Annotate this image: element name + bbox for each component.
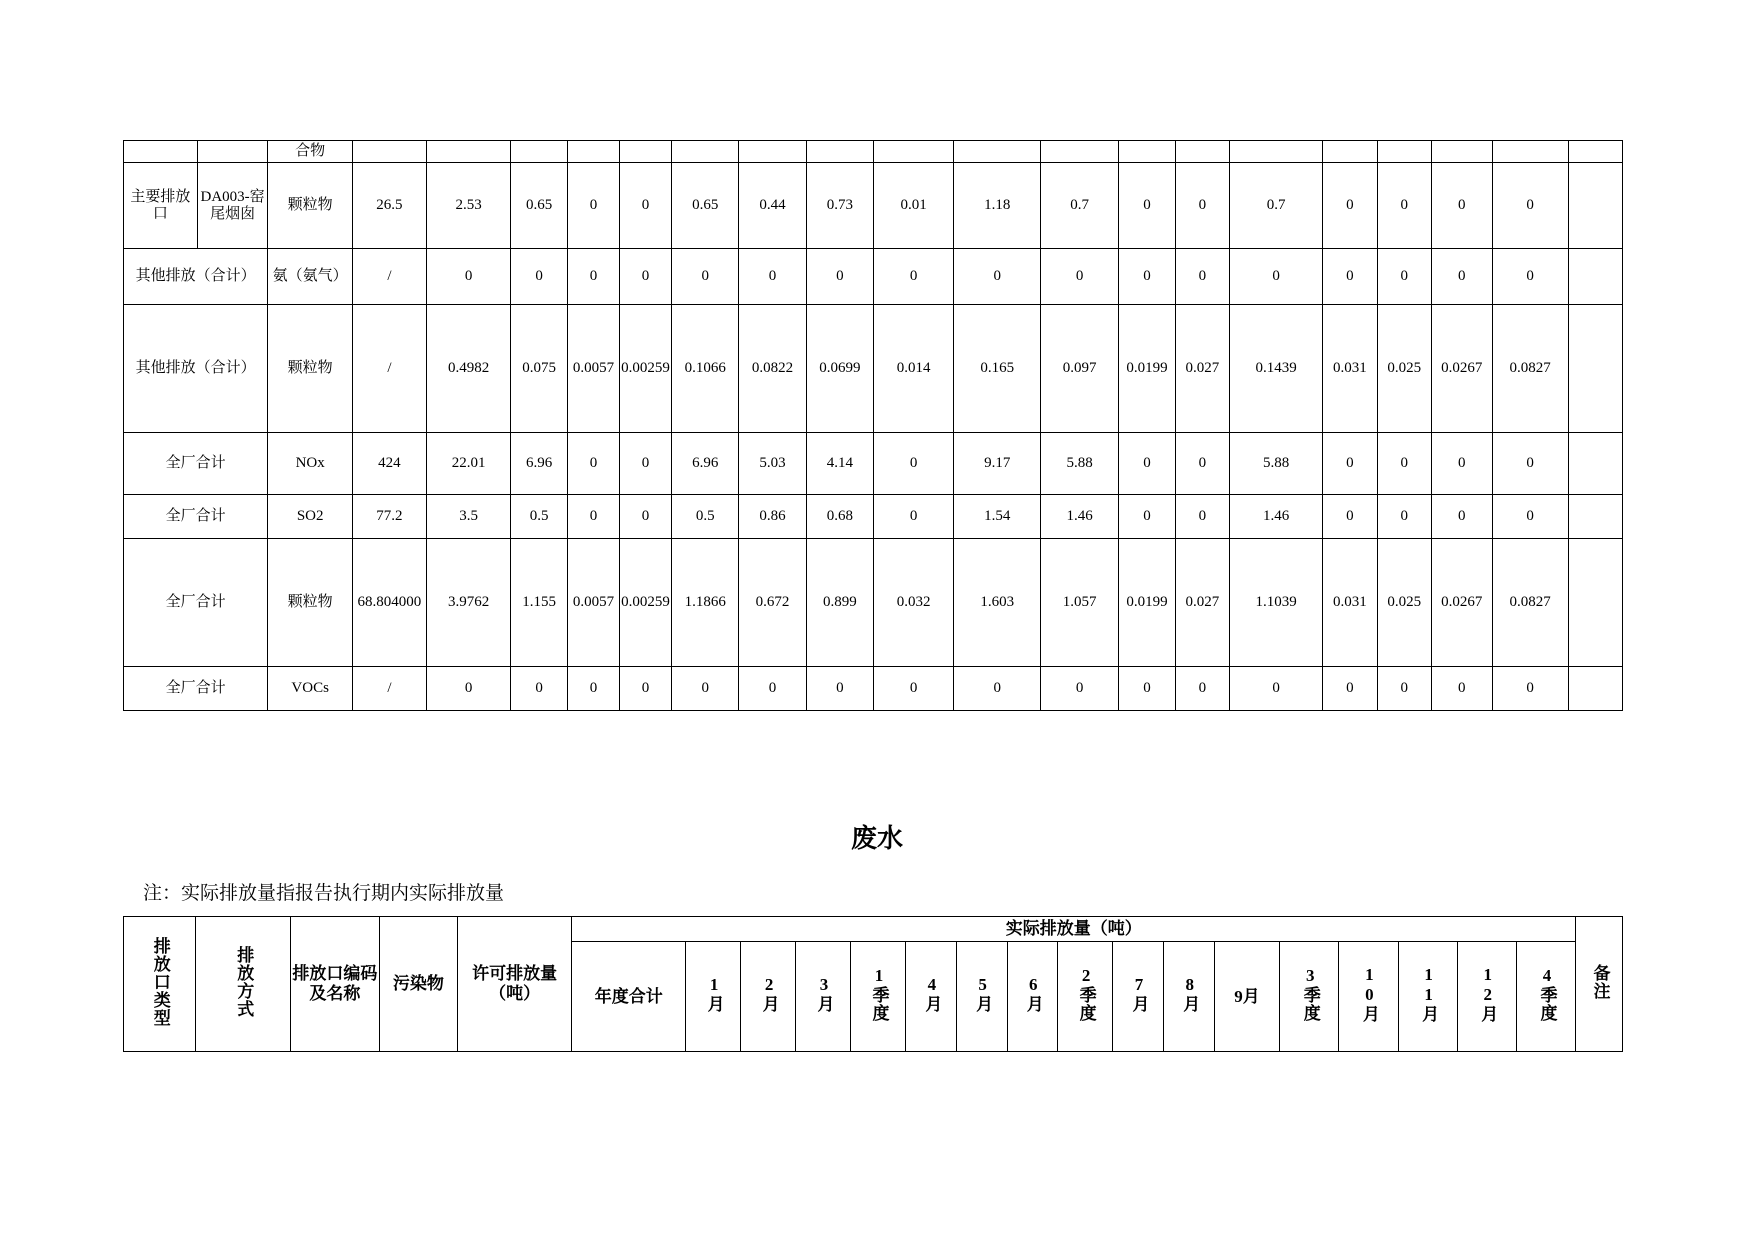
cell [426,141,511,163]
cell-pollutant: VOCs [268,667,353,711]
cell: 0 [1175,249,1229,305]
cell [672,141,739,163]
section-title: 废水 [850,823,903,853]
air-emission-table-container [123,140,1623,711]
header-period-m12 [1457,942,1516,1052]
header-period-m3-label: 3月 [814,975,834,1014]
header-outlet-code-name: 排放口编码及名称 [291,917,380,1052]
cell: 0 [739,667,806,711]
cell: 0 [1041,249,1119,305]
cell: 0.4982 [426,305,511,433]
cell: 0.00259 [619,539,671,667]
cell: 0 [672,249,739,305]
cell-outlet-type: 主要排放口 [124,163,198,249]
header-period-m5-label: 5月 [973,975,993,1014]
cell: 0 [873,667,953,711]
cell: 0 [1492,495,1568,539]
cell-pollutant: 颗粒物 [268,305,353,433]
header-period-m1 [686,942,741,1052]
cell-remark [1568,305,1622,433]
cell: 0.025 [1377,539,1431,667]
cell: 0.075 [511,305,567,433]
header-period-q4 [1517,942,1576,1052]
cell-outlet-type: 全厂合计 [124,495,268,539]
header-period-annual: 年度合计 [572,942,686,1052]
air-emission-table [123,140,1623,711]
cell: 0.0057 [567,305,619,433]
header-period-q3 [1280,942,1339,1052]
cell: 5.88 [1229,433,1322,495]
cell: 0.0699 [806,305,873,433]
cell: 0 [619,495,671,539]
cell-remark [1568,539,1622,667]
table-row [124,667,1623,711]
cell: 6.96 [672,433,739,495]
table-row [124,163,1623,249]
cell: 0.1439 [1229,305,1322,433]
cell [567,141,619,163]
header-period-q1-label: 1季度 [869,966,889,1023]
cell [197,141,268,163]
cell: 0 [1492,667,1568,711]
header-period-m8-label: 8月 [1180,975,1200,1014]
cell [1323,141,1377,163]
cell-outlet-type: 全厂合计 [124,539,268,667]
cell: 0 [1119,163,1175,249]
header-period-m7 [1113,942,1164,1052]
cell: 0 [672,667,739,711]
cell: 0 [1431,495,1492,539]
cell: 3.5 [426,495,511,539]
header-outlet-type [124,917,196,1052]
cell-outlet-type: 其他排放（合计） [124,249,268,305]
header-period-m1-label: 1月 [704,975,724,1014]
cell: 0 [1323,433,1377,495]
header-period-m4 [906,942,957,1052]
cell [619,141,671,163]
cell: 0 [1377,163,1431,249]
cell: 0.899 [806,539,873,667]
cell: 0 [1377,495,1431,539]
cell: 0 [619,249,671,305]
cell: 0.0267 [1431,305,1492,433]
cell: 0.68 [806,495,873,539]
cell [1377,141,1431,163]
cell: 0 [1377,667,1431,711]
cell: 0.7 [1041,163,1119,249]
cell: 0 [1175,495,1229,539]
header-period-q4-label: 4季度 [1537,966,1557,1023]
cell: 0 [567,495,619,539]
cell: 1.46 [1229,495,1322,539]
cell: 0 [1431,163,1492,249]
cell-pollutant: NOx [268,433,353,495]
header-period-m3 [796,942,851,1052]
cell: 0.0199 [1119,539,1175,667]
cell: 0 [511,249,567,305]
cell [1431,141,1492,163]
cell [1119,141,1175,163]
cell: 0.65 [672,163,739,249]
cell: 1.057 [1041,539,1119,667]
header-period-m11-label: 11月 [1419,965,1439,1024]
cell: 0.73 [806,163,873,249]
header-period-m6 [1007,942,1058,1052]
cell: 0.0057 [567,539,619,667]
header-actual-discharge-group: 实际排放量（吨） [572,917,1576,942]
header-period-m11 [1398,942,1457,1052]
cell: 77.2 [353,495,427,539]
header-discharge-method [195,917,290,1052]
wastewater-table-container [123,916,1623,1052]
cell: 26.5 [353,163,427,249]
cell: 0 [954,667,1041,711]
cell: 1.1866 [672,539,739,667]
header-remark [1576,917,1623,1052]
cell: 0 [1377,249,1431,305]
cell: 0 [1175,433,1229,495]
cell-outlet-type: 全厂合计 [124,433,268,495]
cell [353,141,427,163]
cell: 0 [1119,495,1175,539]
cell: 0 [1041,667,1119,711]
cell: 0 [1323,495,1377,539]
cell: 0.165 [954,305,1041,433]
cell: 0 [567,667,619,711]
cell: 0 [619,667,671,711]
cell: 0.672 [739,539,806,667]
cell: 0.01 [873,163,953,249]
cell-remark [1568,141,1622,163]
cell: 0.44 [739,163,806,249]
cell [1041,141,1119,163]
header-pollutant: 污染物 [379,917,457,1052]
header-discharge-method-label: 排放方式 [234,945,254,1018]
cell: 0 [1323,667,1377,711]
cell: / [353,667,427,711]
table-row [124,539,1623,667]
cell: 0 [873,433,953,495]
cell [954,141,1041,163]
cell: 0 [1492,249,1568,305]
table-header-row-group [124,917,1623,942]
cell: 4.14 [806,433,873,495]
cell: 0.027 [1175,305,1229,433]
cell: 1.46 [1041,495,1119,539]
cell-remark [1568,249,1622,305]
header-period-q2-label: 2季度 [1076,966,1096,1023]
cell: 1.1039 [1229,539,1322,667]
cell: 2.53 [426,163,511,249]
cell: 0.014 [873,305,953,433]
header-period-m9: 9月 [1214,942,1280,1052]
header-period-m12-label: 12月 [1478,965,1498,1024]
header-period-m5 [956,942,1007,1052]
cell [873,141,953,163]
table-row [124,433,1623,495]
cell: 0 [1175,667,1229,711]
cell [511,141,567,163]
header-remark-label: 备注 [1590,963,1610,1000]
cell-outlet-type: 全厂合计 [124,667,268,711]
header-period-m4-label: 4月 [922,975,942,1014]
cell: 0 [873,249,953,305]
cell [124,141,198,163]
cell: 0 [567,433,619,495]
cell: 0 [806,667,873,711]
cell: 0.5 [672,495,739,539]
cell: 0 [1492,163,1568,249]
header-period-q1 [851,942,906,1052]
cell: 0 [1377,433,1431,495]
cell: 0.031 [1323,305,1377,433]
cell: 22.01 [426,433,511,495]
cell: 0 [1323,163,1377,249]
cell: 0 [426,667,511,711]
cell: 1.603 [954,539,1041,667]
cell: 0 [806,249,873,305]
cell: 0.027 [1175,539,1229,667]
cell: 0.86 [739,495,806,539]
cell: 1.54 [954,495,1041,539]
cell: 0 [567,249,619,305]
cell: 424 [353,433,427,495]
cell: 0.0827 [1492,305,1568,433]
wastewater-table [123,916,1623,1052]
cell: 5.03 [739,433,806,495]
cell: 0.5 [511,495,567,539]
cell: / [353,249,427,305]
cell: 5.88 [1041,433,1119,495]
cell: 0 [619,433,671,495]
cell-pollutant: SO2 [268,495,353,539]
header-permitted-amount: 许可排放量（吨） [458,917,572,1052]
table-row [124,305,1623,433]
cell-remark [1568,433,1622,495]
header-period-m2-label: 2月 [759,975,779,1014]
cell-pollutant: 氨（氨气） [268,249,353,305]
cell: 0.00259 [619,305,671,433]
cell: 0 [567,163,619,249]
cell: 0 [1229,249,1322,305]
cell: 0 [739,249,806,305]
cell-outlet-code: DA003-窑尾烟囱 [197,163,268,249]
header-period-m6-label: 6月 [1023,975,1043,1014]
cell: 0.031 [1323,539,1377,667]
header-period-m10-label: 10月 [1359,965,1379,1024]
cell: 9.17 [954,433,1041,495]
cell: 0 [1119,249,1175,305]
cell: 0.0199 [1119,305,1175,433]
cell: 0.65 [511,163,567,249]
cell: 0 [1175,163,1229,249]
cell [1175,141,1229,163]
cell: 0 [1492,433,1568,495]
cell: 0 [1119,667,1175,711]
cell: 0.032 [873,539,953,667]
cell-remark [1568,163,1622,249]
header-period-m8 [1164,942,1215,1052]
cell: 0 [1323,249,1377,305]
header-outlet-type-label: 排放口类型 [150,936,170,1027]
cell: 3.9762 [426,539,511,667]
table-note: 注：实际排放量指报告执行期内实际排放量 [143,883,505,904]
header-period-m7-label: 7月 [1129,975,1149,1014]
cell: 1.155 [511,539,567,667]
cell [1229,141,1322,163]
cell-pollutant: 合物 [268,141,353,163]
cell: 0.0827 [1492,539,1568,667]
cell: 0 [954,249,1041,305]
cell: 0 [1431,667,1492,711]
header-period-q3-label: 3季度 [1300,966,1320,1023]
cell: 0.0267 [1431,539,1492,667]
cell: / [353,305,427,433]
table-row [124,249,1623,305]
cell: 0.7 [1229,163,1322,249]
cell [1492,141,1568,163]
cell-remark [1568,667,1622,711]
cell-pollutant: 颗粒物 [268,539,353,667]
table-row [124,141,1623,163]
cell: 0 [1431,249,1492,305]
cell-remark [1568,495,1622,539]
cell: 0.0822 [739,305,806,433]
cell [739,141,806,163]
cell: 0 [619,163,671,249]
cell: 0 [1119,433,1175,495]
cell: 68.804000 [353,539,427,667]
cell-outlet-type: 其他排放（合计） [124,305,268,433]
table-row [124,495,1623,539]
cell: 6.96 [511,433,567,495]
cell: 0 [1229,667,1322,711]
cell: 0 [1431,433,1492,495]
header-period-q2 [1058,942,1113,1052]
header-period-m10 [1339,942,1398,1052]
cell: 0.1066 [672,305,739,433]
cell: 0 [511,667,567,711]
cell: 0 [873,495,953,539]
header-period-m2 [741,942,796,1052]
cell: 0 [426,249,511,305]
cell-pollutant: 颗粒物 [268,163,353,249]
cell: 1.18 [954,163,1041,249]
cell: 0.025 [1377,305,1431,433]
cell: 0.097 [1041,305,1119,433]
cell [806,141,873,163]
